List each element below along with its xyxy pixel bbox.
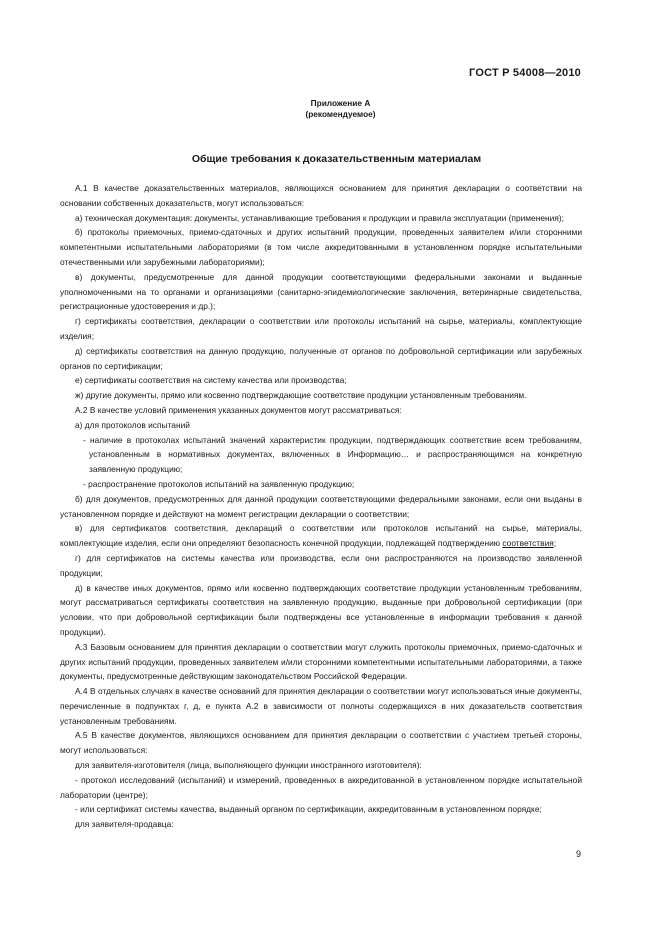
paragraph-a1: А.1 В качестве доказательственных материалов, являющихся основанием для принятия декларации о соответствии на основании собственных доказательств, могут использоваться: [60,183,582,208]
underlined-word: соответствия [502,538,554,549]
annex-status: (рекомендуемое) [305,109,376,119]
paragraph-a2-v-text: в) для сертификатов соответствия, деклараций о соответствии или протоколов испытаний на сырье, материалы, комплектующие изделия, если они определяют безопасность конечной продукции, подлежащей подтверждению [60,523,582,549]
paragraph-a5-seller: для заявителя-продавца: [75,819,174,830]
paragraph-a2-v: в) для сертификатов соответствия, деклараций о соответствии или протоколов испытаний на сырье, материалы, комплектующие изделия, если они определяют безопасность конечной продукции, подлежащей подтверждению соответствия; [60,523,582,549]
paragraph-a5-dash-1: - протокол исследований (испытаний) и измерений, проведенных в аккредитованной в установленном порядке испытательной лаборатории (центре); [60,774,582,800]
standard-code: ГОСТ Р 54008—2010 [469,67,581,79]
page-number: 9 [575,849,581,859]
paragraph-a2-a-dash-1: - наличие в протоколах испытаний значений характеристик продукции, подтверждающих соответствие всем требованиям, установленным в нормативных документах, включенных в Информацию… и распространяющимся на конкретную заявленную продукцию; [83,434,582,475]
annex-heading [0,98,661,120]
paragraph-a1-zh: ж) другие документы, прямо или косвенно подтверждающие соответствие продукции установленным требованиям. [75,390,527,401]
paragraph-a2-d: д) в качестве иных документов, прямо или косвенно подтверждающих соответствие продукции установленным требованиям, могут рассматриваться сертификаты соответствия на заявленную продукцию, выданные при добровольной сертификации (при условии, что при добровольной сертификации были подтверждены все установленные в информации требования к данной продукции). [60,582,582,637]
paragraph-a3: А.3 Базовым основанием для принятия декларации о соответствии могут служить протоколы приемочных, приемо-сдаточных и других испытаний продукции, проведенных заявителем и/или сторонними компетентными испытательными лабораториями, а также документы, предусмотренные действующим законодательством Российской Федерации. [60,641,582,682]
paragraph-a1-g: г) сертификаты соответствия, декларации о соответствии или протоколы испытаний на сырье, материалы, комплектующие изделия; [60,316,582,341]
paragraph-a2-a: а) для протоколов испытаний [75,419,190,430]
paragraph-a2: А.2 В качестве условий применения указанных документов могут рассматриваться: [75,404,402,415]
paragraph-a2-b: б) для документов, предусмотренных для данной продукции соответствующими федеральными законами, если они выданы в установленном порядке и действуют на момент регистрации декларации о соответствии; [60,493,582,519]
paragraph-a5: А.5 В качестве документов, являющихся основанием для принятия декларации о соответствии с участием третьей стороны, могут использоваться: [60,730,582,756]
section-title: Общие требования к доказательственным материалам [191,153,482,165]
paragraph-a1-b: б) протоколы приемочных, приемо-сдаточных и других испытаний продукции, проведенных заявителем и/или сторонними компетентными испытательными лабораториями (в том числе аккредитованными в установленном порядке испытательными отечественными или зарубежными лабораториями); [60,227,582,267]
paragraph-a1-v: в) документы, предусмотренные для данной продукции соответствующими федеральными законами и выданные уполномоченными на то органами и организациями (санитарно-эпидемиологические заключения, ветеринарные свидетельства, регистрационные удостоверения и др.); [60,271,582,312]
paragraph-a4: А.4 В отдельных случаях в качестве оснований для принятия декларации о соответствии могут использоваться иные документы, перечисленные в подпунктах г, д, е пункта А.2 в зависимости от полноты содержащихся в них доказательств соответствия установленным требованиям. [60,686,582,726]
paragraph-a5-dash-2: - или сертификат системы качества, выданный органом по сертификации, аккредитованным в установленном порядке; [75,804,542,815]
annex-label: Приложение А [310,98,371,108]
paragraph-a2-g: г) для сертификатов на системы качества или производства, если они распространяются на производство заявленной продукции; [60,552,582,578]
paragraph-a2-a-dash-2: - распространение протоколов испытаний на заявленную продукцию; [83,478,355,489]
paragraph-a1-d: д) сертификаты соответствия на данную продукцию, полученные от органов по добровольной сертификации или зарубежных органов по сертификации; [60,345,582,371]
paragraph-a5-manufacturer: для заявителя-изготовителя (лица, выполняющего функции иностранного изготовителя): [75,760,422,771]
document-body [60,181,582,832]
paragraph-a1-e: е) сертификаты соответствия на систему качества или производства; [75,375,347,386]
paragraph-a1-a: а) техническая документация: документы, устанавливающие требования к продукции и правила эксплуатации (применения); [75,212,564,223]
